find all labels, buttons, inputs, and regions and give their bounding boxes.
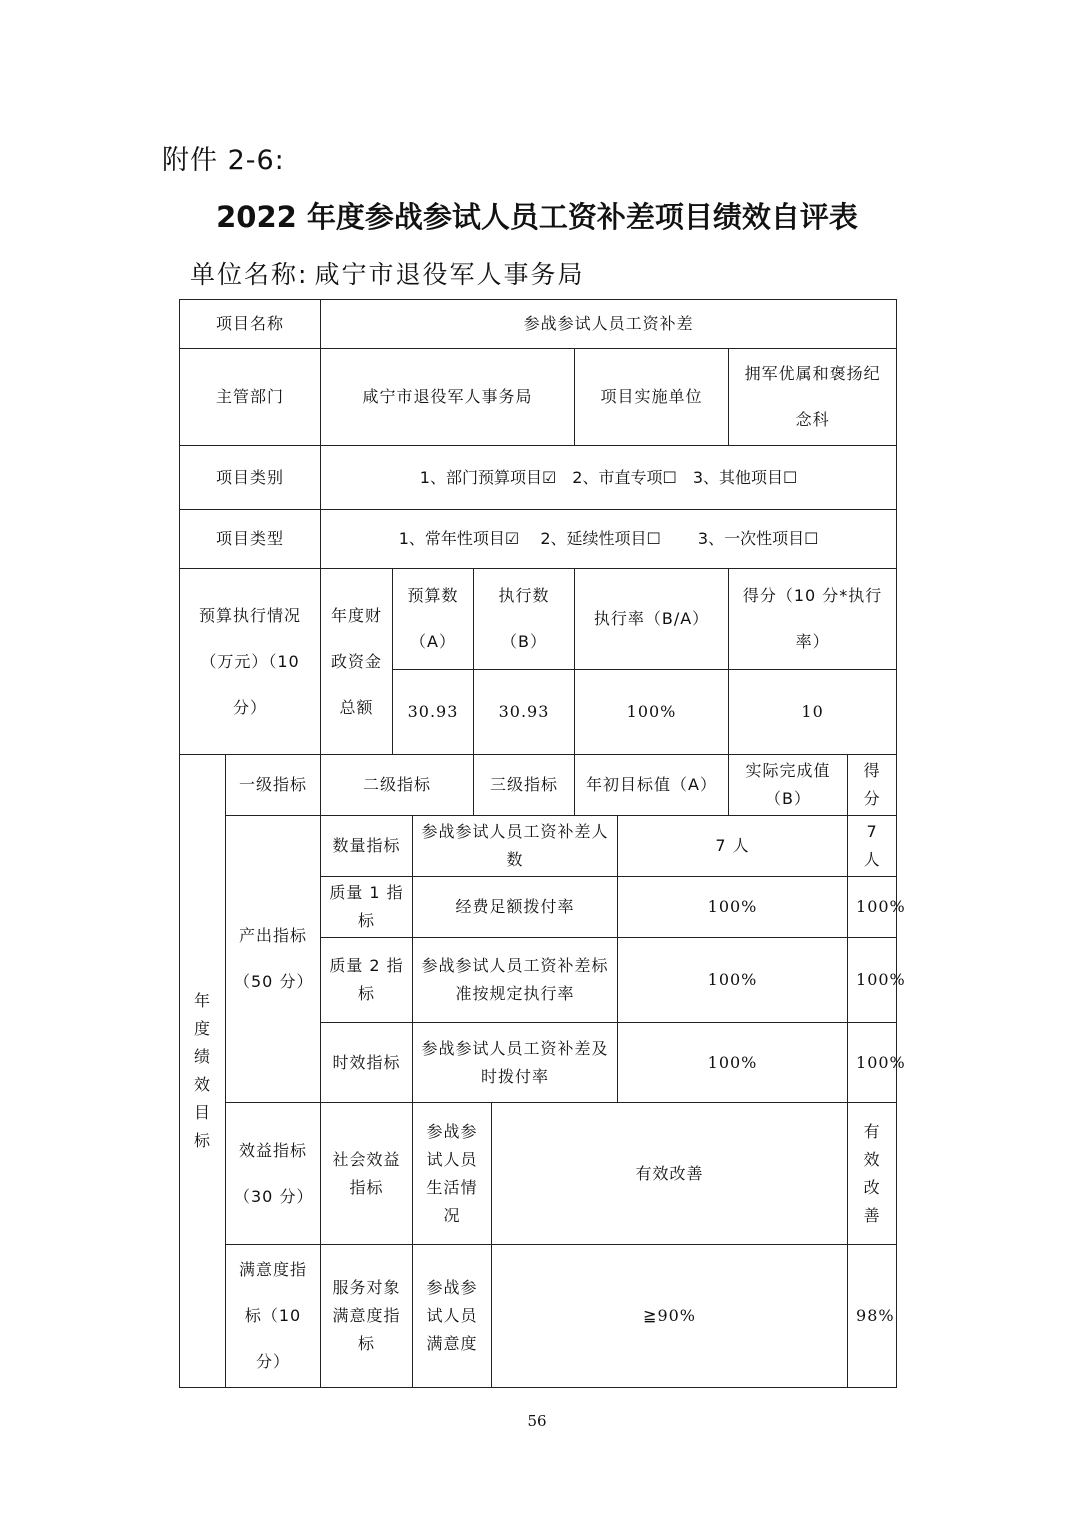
table-row — [180, 816, 897, 877]
unit-line — [190, 255, 590, 291]
annual-target-side-label — [180, 755, 226, 1388]
benefit-l3: 参战参试人员生活情况 — [413, 1103, 492, 1245]
budget-col-label: 预算数（A） — [393, 569, 474, 670]
exec-col-label: 执行数（B） — [474, 569, 575, 670]
attachment-label: 附件 2-6: — [162, 145, 285, 176]
score-value: 10 — [729, 670, 897, 755]
impl-unit-value: 拥军优属和褒扬纪念科 — [729, 349, 897, 446]
output-actual: 100% — [848, 877, 897, 938]
output-actual: 100% — [848, 938, 897, 1023]
type-label: 项目类型 — [180, 510, 321, 569]
col-score: 得分 — [848, 755, 897, 816]
output-l2: 质量 1 指标 — [321, 877, 413, 938]
output-l2: 时效指标 — [321, 1023, 413, 1103]
row-project-name — [180, 300, 897, 349]
output-l2: 数量指标 — [321, 816, 413, 877]
benefit-target: 有效改善 — [492, 1103, 848, 1245]
exec-value: 30.93 — [474, 670, 575, 755]
satisfaction-l3: 参战参试人员满意度 — [413, 1245, 492, 1388]
category-options: 1、部门预算项目☑ 2、市直专项☐ 3、其他项目☐ — [321, 446, 897, 510]
row-department — [180, 349, 897, 446]
rate-col-label: 执行率（B/A） — [575, 569, 729, 670]
output-target: 7 人 — [618, 816, 848, 877]
output-target: 100% — [618, 877, 848, 938]
col-target: 年初目标值（A） — [575, 755, 729, 816]
budget-label: 预算执行情况（万元）（10 分） — [180, 569, 321, 755]
score-col-label: 得分（10 分*执行率） — [729, 569, 897, 670]
satisfaction-actual: 98% — [848, 1245, 897, 1388]
benefit-l2: 社会效益指标 — [321, 1103, 413, 1245]
satisfaction-target: ≧90% — [492, 1245, 848, 1388]
row-type — [180, 510, 897, 569]
project-name-value: 参战参试人员工资补差 — [321, 300, 897, 349]
impl-unit-label: 项目实施单位 — [575, 349, 729, 446]
output-l3: 参战参试人员工资补差人数 — [413, 816, 618, 877]
page-number: 56 — [527, 1412, 547, 1430]
output-label: 产出指标（50 分） — [226, 816, 321, 1103]
output-target: 100% — [618, 938, 848, 1023]
satisfaction-l2: 服务对象满意度指标 — [321, 1245, 413, 1388]
col-level1: 一级指标 — [226, 755, 321, 816]
output-target: 100% — [618, 1023, 848, 1103]
annual-target-side-text: 年度绩效目标 — [193, 991, 211, 1150]
col-actual: 实际完成值（B） — [729, 755, 848, 816]
dept-value: 咸宁市退役军人事务局 — [321, 349, 575, 446]
row-target-header — [180, 755, 897, 816]
output-l3: 经费足额拨付率 — [413, 877, 618, 938]
output-l3: 参战参试人员工资补差标准按规定执行率 — [413, 938, 618, 1023]
row-budget-header — [180, 569, 897, 670]
benefit-label: 效益指标（30 分） — [226, 1103, 321, 1245]
unit-name: 咸宁市退役军人事务局 — [314, 260, 585, 289]
row-category — [180, 446, 897, 510]
rate-value: 100% — [575, 670, 729, 755]
project-name-label: 项目名称 — [180, 300, 321, 349]
col-level3: 三级指标 — [474, 755, 575, 816]
output-l2: 质量 2 指标 — [321, 938, 413, 1023]
budget-value: 30.93 — [393, 670, 474, 755]
benefit-actual: 有效改善 — [848, 1103, 897, 1245]
table-row — [180, 1103, 897, 1245]
type-options: 1、常年性项目☑ 2、延续性项目☐ 3、一次性项目☐ — [321, 510, 897, 569]
dept-label: 主管部门 — [180, 349, 321, 446]
evaluation-table — [179, 299, 906, 1388]
col-level2: 二级指标 — [321, 755, 474, 816]
page-title: 2022 年度参战参试人员工资补差项目绩效自评表 — [216, 200, 858, 234]
fund-total-label: 年度财政资金总额 — [321, 569, 393, 755]
table-row — [180, 1245, 897, 1388]
output-actual: 100% — [848, 1023, 897, 1103]
output-actual: 7 人 — [848, 816, 897, 877]
category-label: 项目类别 — [180, 446, 321, 510]
unit-label: 单位名称: — [190, 260, 309, 289]
satisfaction-label: 满意度指标（10 分） — [226, 1245, 321, 1388]
output-l3: 参战参试人员工资补差及时拨付率 — [413, 1023, 618, 1103]
